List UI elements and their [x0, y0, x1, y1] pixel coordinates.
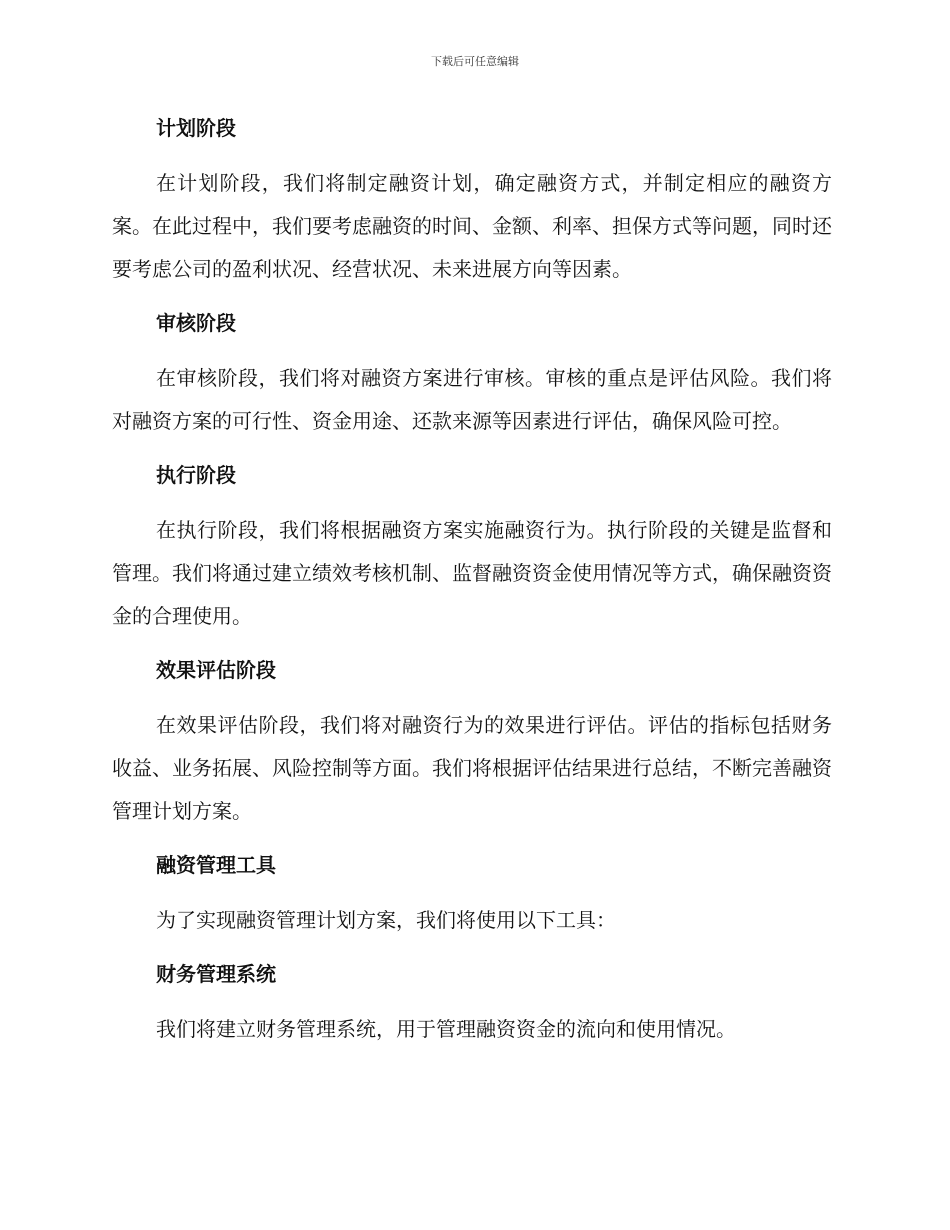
section-body-review: 在审核阶段，我们将对融资方案进行审核。审核的重点是评估风险。我们将对融资方案的可行性、资金用途、还款来源等因素进行评估，确保风险可控。: [112, 366, 832, 433]
section-body-tools: 为了实现融资管理计划方案，我们将使用以下工具：: [156, 908, 616, 932]
section-body-execution: 在执行阶段，我们将根据融资方案实施融资行为。执行阶段的关键是监督和管理。我们将通过建立绩效考核机制、监督融资资金使用情况等方式，确保融资资金的合理使用。: [112, 518, 832, 628]
section-body-finance-system: 我们将建立财务管理系统，用于管理融资资金的流向和使用情况。: [156, 1017, 736, 1041]
page-header-note: 下载后可任意编辑: [431, 55, 519, 68]
section-body-evaluation: 在效果评估阶段，我们将对融资行为的效果进行评估。评估的指标包括财务收益、业务拓展、风险控制等方面。我们将根据评估结果进行总结，不断完善融资管理计划方案。: [112, 713, 832, 823]
section-heading-planning: 计划阶段: [156, 116, 236, 140]
section-heading-tools: 融资管理工具: [156, 853, 276, 877]
document-body: [112, 108, 832, 1051]
section-body-planning: 在计划阶段，我们将制定融资计划，确定融资方式，并制定相应的融资方案。在此过程中，我们要考虑融资的时间、金额、利率、担保方式等问题，同时还要考虑公司的盈利状况、经营状况、未来进展方向等因素。: [112, 171, 832, 281]
section-heading-execution: 执行阶段: [156, 463, 236, 487]
section-heading-review: 审核阶段: [156, 311, 236, 335]
section-heading-finance-system: 财务管理系统: [156, 962, 276, 986]
section-heading-evaluation: 效果评估阶段: [156, 658, 276, 682]
